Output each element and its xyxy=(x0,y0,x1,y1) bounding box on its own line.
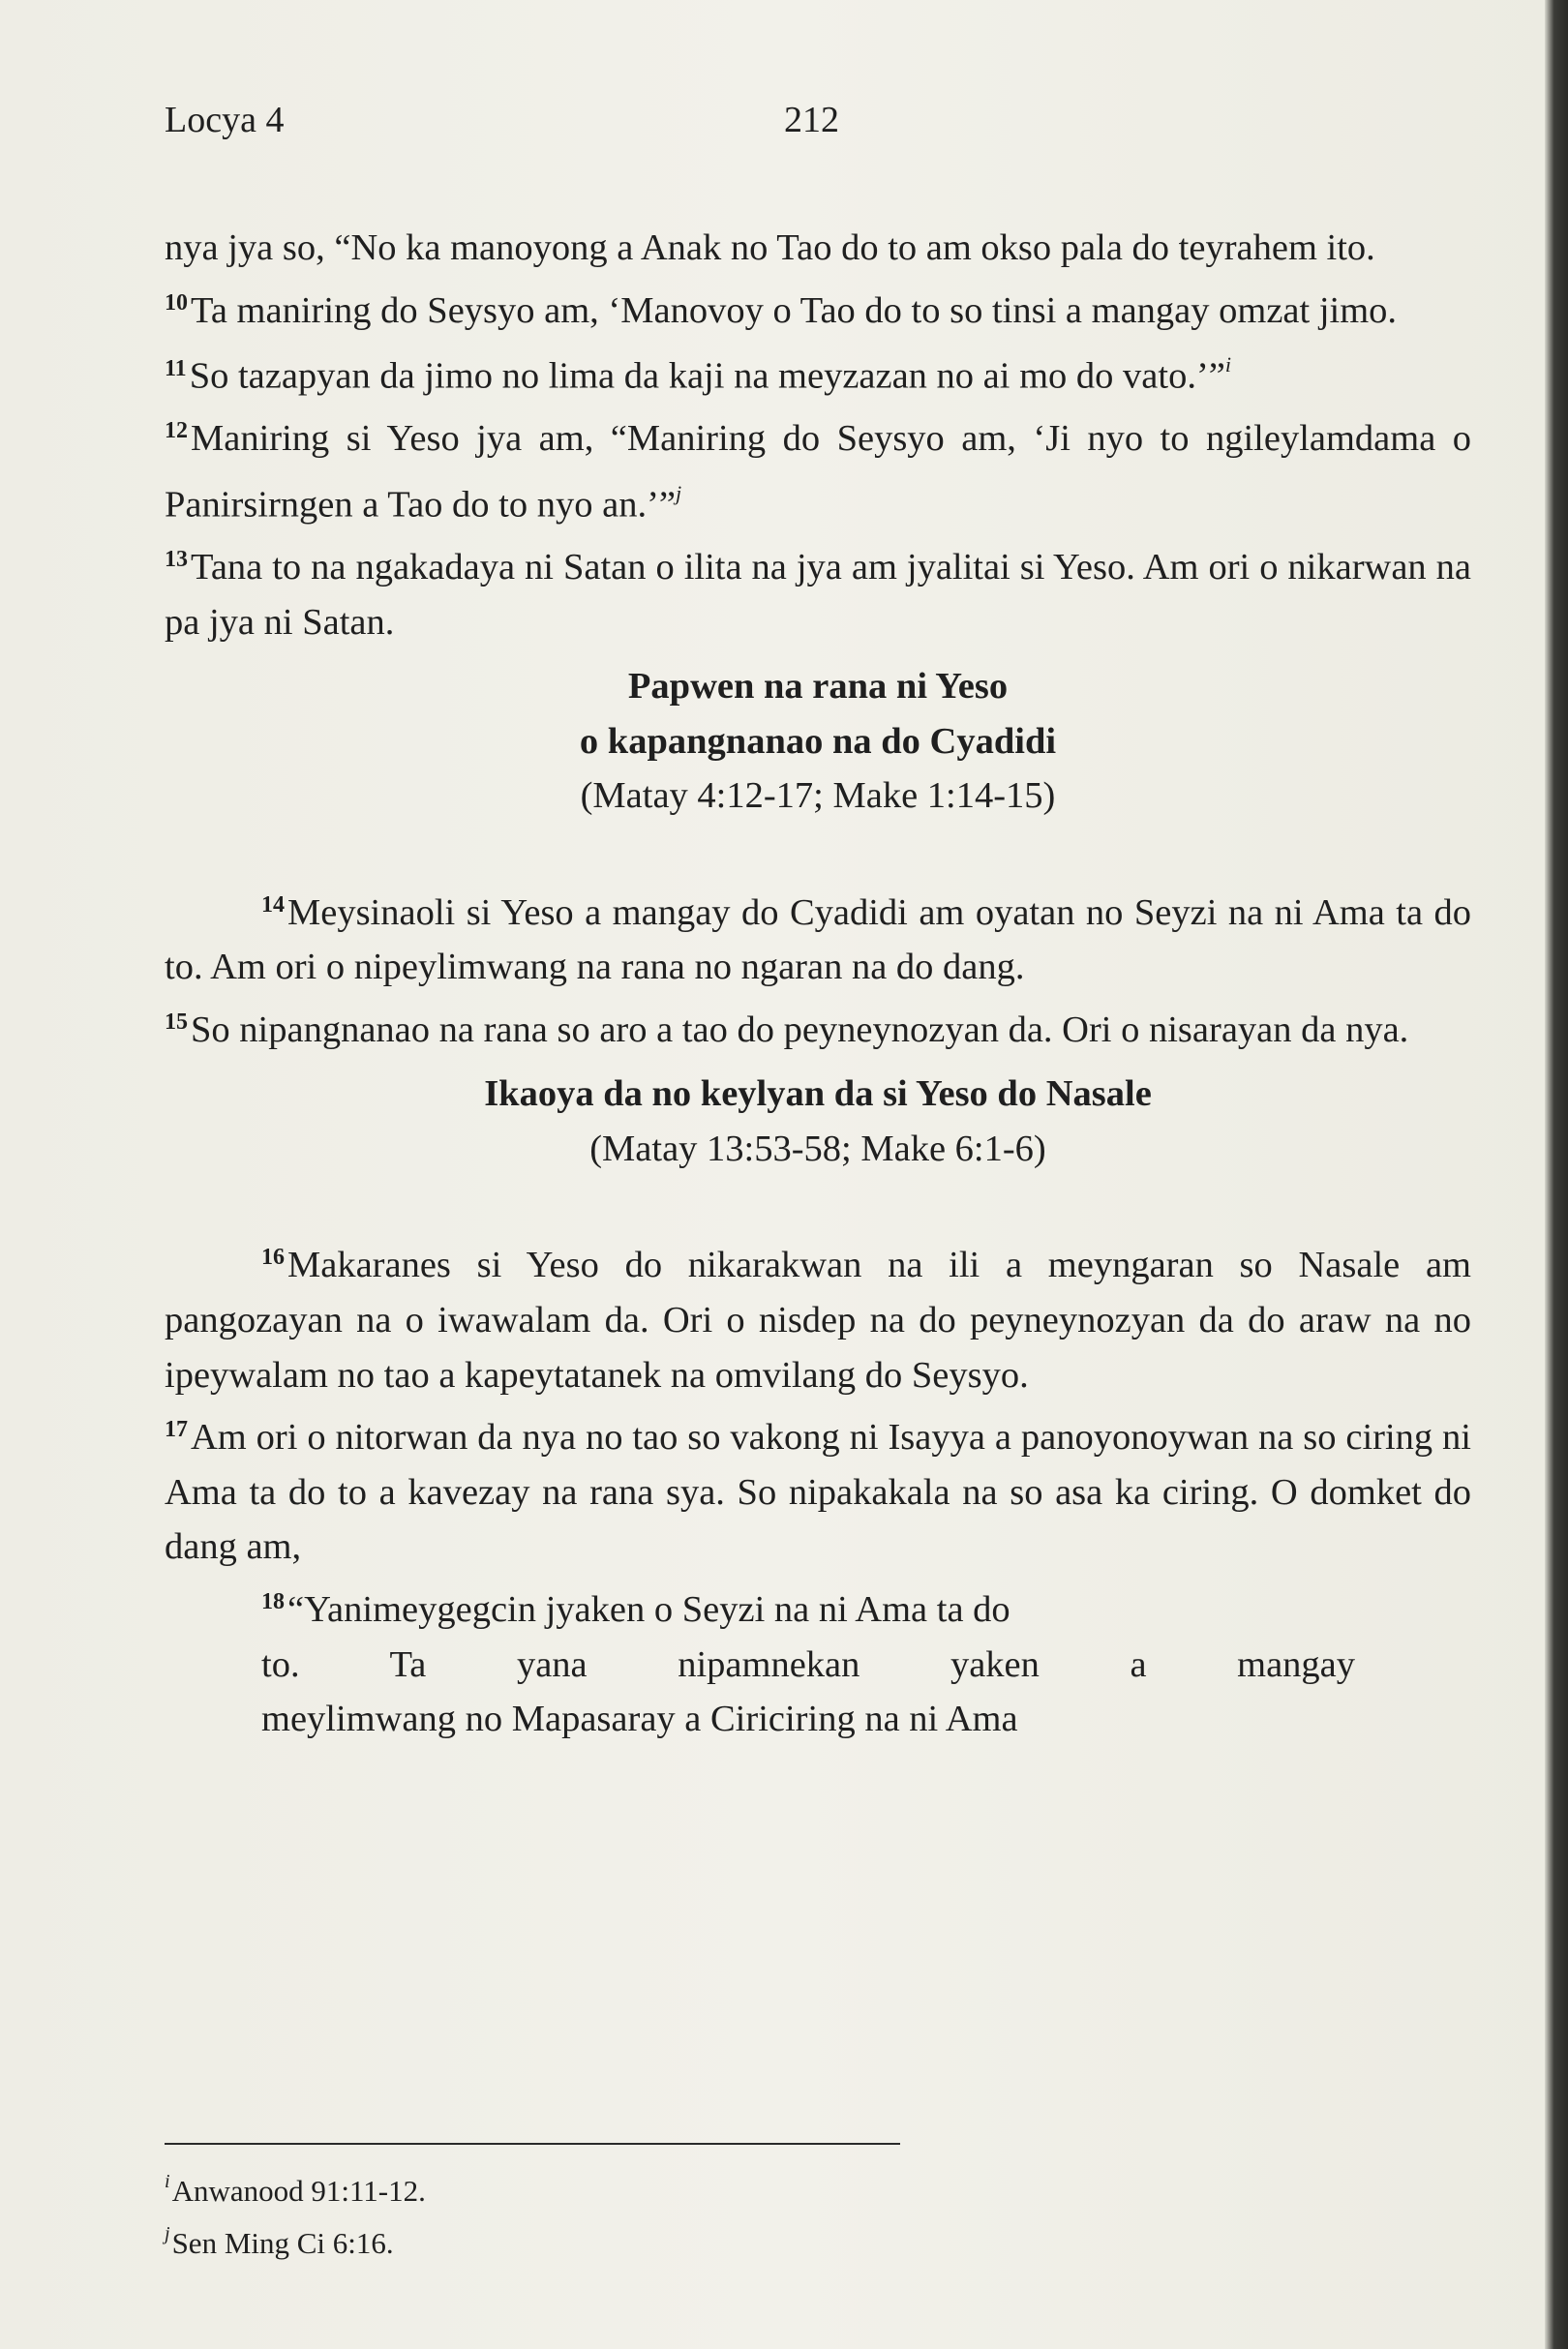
verse-12 xyxy=(165,404,1471,532)
section-heading: o kapangnanao na do Cyadidi xyxy=(579,720,1057,762)
page-number: 212 xyxy=(784,100,839,140)
verse-14 xyxy=(165,878,1471,995)
footnote-divider xyxy=(165,2143,900,2145)
verse-15 xyxy=(165,995,1471,1058)
verse-number: 10 xyxy=(165,289,188,316)
verse-text: So tazapyan da jimo no lima da kaji na meyzazan no ai mo do vato.’” xyxy=(189,355,1225,397)
verse-number: 13 xyxy=(165,546,188,572)
section-heading: Ikaoya da no keylyan da si Yeso do Nasale xyxy=(484,1073,1152,1115)
footnote-text: Anwanood 91:11-12. xyxy=(171,2174,426,2208)
poetry-line: to. Ta yana nipamnekan yaken a mangay xyxy=(261,1643,1355,1685)
main-text xyxy=(165,221,1471,1747)
footnote-text: Sen Ming Ci 6:16. xyxy=(171,2226,394,2260)
running-header-book: Locya 4 xyxy=(165,100,285,140)
verse-number: 17 xyxy=(165,1417,188,1443)
footnote-marker[interactable]: j xyxy=(675,480,682,505)
footnote-marker[interactable]: i xyxy=(1224,352,1231,377)
verse-number: 15 xyxy=(165,1009,188,1035)
footnote xyxy=(165,2160,1036,2213)
verse-text: Am ori o nitorwan da nya no tao so vakong ni Isayya a panoyonoywan na so ciring ni Ama ta do to a kavezay na rana sya. So nipakakala na so asa ka ciring. O domket do dang am, xyxy=(165,1417,1471,1568)
verse-number: 16 xyxy=(261,1245,285,1271)
paragraph xyxy=(165,221,1471,276)
footnotes xyxy=(165,2160,1036,2265)
cross-reference: (Matay 13:53-58; Make 6:1-6) xyxy=(589,1128,1046,1169)
verse-16 xyxy=(165,1230,1471,1402)
verse-number: 12 xyxy=(165,418,188,444)
poetry-line-text: “Yanimeygegcin jyaken o Seyzi na ni Ama ta do xyxy=(287,1589,1010,1630)
running-header xyxy=(165,99,1471,147)
verse-text: Tana to na ngakadaya ni Satan o ilita na jya am jyalitai si Yeso. Am ori o nikarwan na pa jya ni Satan. xyxy=(165,547,1471,643)
verse-text: Maniring si Yeso jya am, “Maniring do Seysyo am, ‘Ji nyo to ngileylamdama o Panirsirngen a Tao do to nyo an.’” xyxy=(165,418,1471,526)
verse-number: 14 xyxy=(261,891,285,918)
verse-text: Meysinaoli si Yeso a mangay do Cyadidi am oyatan no Seyzi na ni Ama ta do to. Am ori o nipeylimwang na rana no ngaran na do dang. xyxy=(165,891,1471,988)
verse-10 xyxy=(165,276,1471,339)
footnote-mark: j xyxy=(165,2223,170,2244)
verse-text: Ta maniring do Seysyo am, ‘Manovoy o Tao do to so tinsi a mangay omzat jimo. xyxy=(191,289,1398,331)
verse-13 xyxy=(165,532,1471,649)
page-edge xyxy=(1545,0,1568,2349)
footnote-mark: i xyxy=(165,2171,170,2192)
cross-reference: (Matay 4:12-17; Make 1:14-15) xyxy=(580,775,1056,817)
verse-text: Makaranes si Yeso do nikarakwan na ili a meyngaran so Nasale am pangozayan na o iwawalam da. Ori o nisdep na do peyneynozyan da do araw na no ipeywalam no tao a kapeytatanek na omvilang do Seysyo. xyxy=(165,1245,1471,1396)
poetry-line xyxy=(261,1575,1471,1638)
verse-text: So nipangnanao na rana so aro a tao do peyneynozyan da. Ori o nisarayan da nya. xyxy=(191,1009,1409,1050)
verse-11 xyxy=(165,338,1471,404)
footnote xyxy=(165,2213,1036,2265)
paragraph-text: nya jya so, “No ka manoyong a Anak no Tao do to am okso pala do teyrahem ito. xyxy=(165,227,1375,268)
poetry-block xyxy=(165,1575,1471,1747)
verse-17 xyxy=(165,1402,1471,1575)
verse-number: 18 xyxy=(261,1588,285,1614)
poetry-line: meylimwang no Mapasaray a Ciriciring na ni Ama xyxy=(261,1699,1018,1739)
verse-number: 11 xyxy=(165,355,187,381)
section-heading: Papwen na rana ni Yeso xyxy=(627,666,1009,708)
